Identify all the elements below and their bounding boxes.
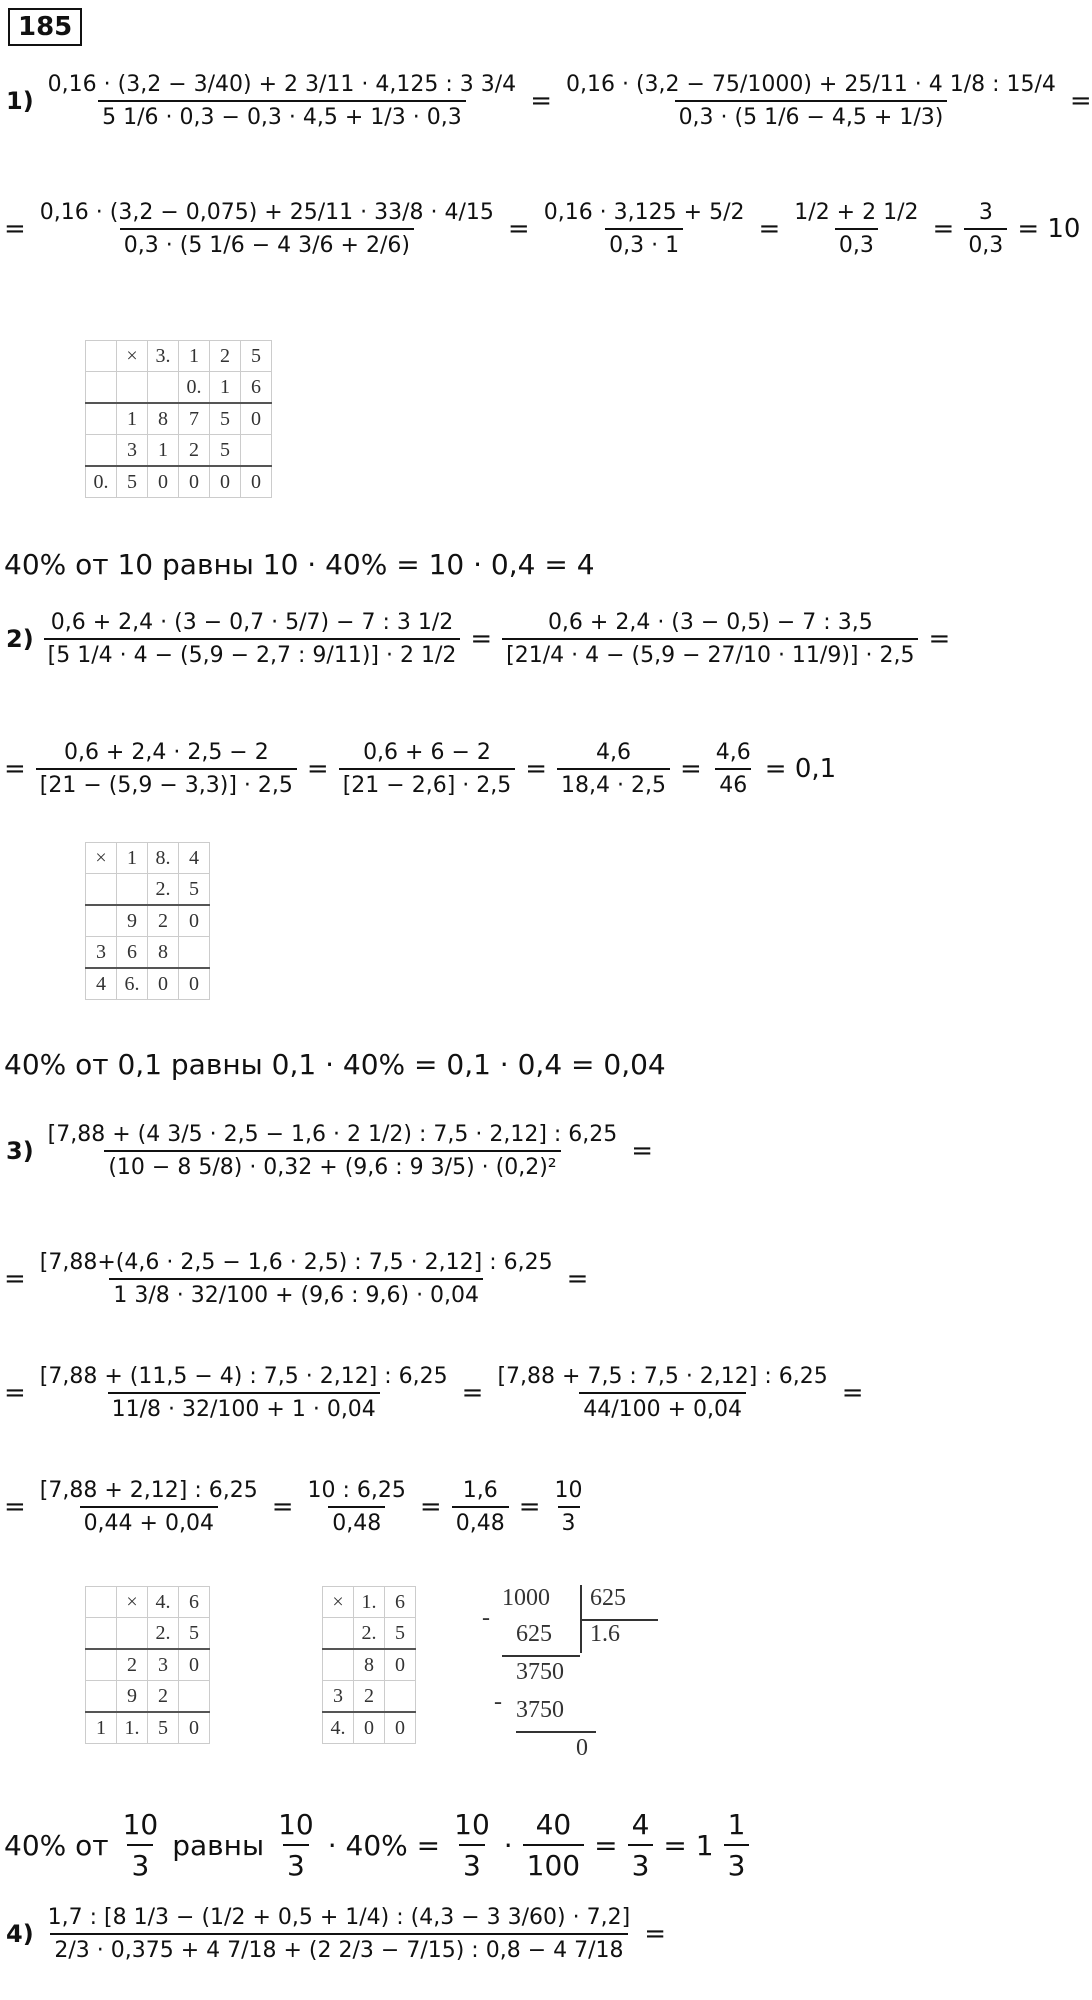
denominator: (10 − 8 5/8) · 0,32 + (9,6 : 9 3/5) · (0,2)² [104,1150,560,1180]
table-row [86,372,272,404]
problem-3-line-4 [4,1478,587,1536]
table-cell: × [117,1587,148,1618]
fraction [36,740,297,798]
numerator: 0,6 + 2,4 · (3 − 0,7 · 5/7) − 7 : 3 1/2 [50,610,454,635]
table-row [323,1681,416,1713]
table-row [86,435,272,467]
table-cell: 6 [179,1587,210,1618]
equals-sign: = [566,1264,589,1294]
fraction [540,200,749,258]
table-cell: 4. [148,1587,179,1618]
table-row [86,843,210,874]
denominator: 0,3 · (5 1/6 − 4 3/6 + 2/6) [120,228,414,258]
equals-sign: = [932,214,955,244]
fraction [44,1122,622,1180]
table-cell: 6 [241,372,272,404]
problem-3-line-2 [4,1250,588,1308]
equals-sign: = [4,1264,26,1294]
table-cell: 9 [117,905,148,937]
table-cell [323,1649,354,1681]
equals-sign: = [271,1492,294,1522]
denominator: 3 [628,1844,654,1882]
denominator: 100 [523,1844,584,1882]
equals-sign: = [4,1492,26,1522]
subtraction-rule [502,1655,580,1657]
table-row [86,874,210,906]
fraction [562,72,1060,130]
numerator: 10 [454,1808,490,1841]
fraction [628,1808,654,1882]
equals-sign: = [1069,86,1092,116]
fraction [450,1808,494,1882]
denominator: 3 [283,1844,309,1882]
fraction [36,1250,557,1308]
table-cell [117,874,148,906]
table-cell: 1. [117,1712,148,1744]
fraction [523,1808,584,1882]
table-cell [86,372,117,404]
multiplication-table [85,340,272,498]
table-cell: 0 [179,466,210,498]
denominator: [5 1/4 · 4 − (5,9 − 2,7 : 9/11)] · 2 1/2 [44,638,461,668]
denominator: 0,3 · 1 [605,228,683,258]
table-cell [117,1618,148,1650]
remainder: 3750 [516,1659,564,1685]
table-cell: 3 [323,1681,354,1713]
text: · 40% = [327,1828,441,1862]
problem-2-line-1 [6,610,950,668]
equals-sign: = [631,1136,654,1166]
fraction [964,200,1007,258]
numerator: [7,88 + 2,12] : 6,25 [39,1478,258,1503]
table-cell: 0 [354,1712,385,1744]
table-cell: 3 [148,1649,179,1681]
subtrahend: 3750 [516,1697,564,1723]
numerator: [7,88 + 7,5 : 7,5 · 2,12] : 6,25 [497,1364,828,1389]
numerator: 40 [535,1808,572,1841]
table-cell: 5 [179,874,210,906]
table-row [86,1681,210,1713]
problem-1-line-1 [6,72,1092,130]
equals-sign: = [680,754,702,784]
table-cell: 5 [210,403,241,435]
numerator: 0,16 · (3,2 − 3/40) + 2 3/11 · 4,125 : 3 3/4 [47,72,517,97]
table-row [86,1712,210,1744]
denominator: 3 [558,1506,580,1536]
table-cell [86,1681,117,1713]
denominator: 0,3 · (5 1/6 − 4,5 + 1/3) [675,100,948,130]
table-cell [179,937,210,969]
minus-sign: - [494,1689,502,1715]
equals-sign: = [470,624,493,654]
table-row [86,1618,210,1650]
problem-label: 3) [6,1137,34,1165]
table-cell: 2 [354,1681,385,1713]
denominator: 5 1/6 · 0,3 − 0,3 · 4,5 + 1/3 · 0,3 [98,100,466,130]
table-cell: 6 [385,1587,416,1618]
fraction [551,1478,587,1536]
denominator: 3 [724,1844,750,1882]
table-cell: × [323,1587,354,1618]
denominator: 0,48 [452,1506,509,1536]
table-cell: 0. [86,466,117,498]
multiplication-table [85,842,210,1000]
denominator: [21/4 · 4 − (5,9 − 27/10 · 11/9)] · 2,5 [502,638,918,668]
equals-sign: = [4,754,26,784]
subtraction-rule [516,1731,596,1733]
table-cell [385,1681,416,1713]
table-cell: 3. [148,341,179,372]
table-cell: 1 [117,843,148,874]
numerator: 10 : 6,25 [307,1478,406,1503]
denominator: 0,48 [328,1506,385,1536]
problem-3-line-3 [4,1364,864,1422]
table-cell: 6. [117,968,148,1000]
table-cell: 9 [117,1681,148,1713]
text: 40% от [4,1828,109,1862]
table-cell: 0 [179,905,210,937]
denominator: 18,4 · 2,5 [557,768,670,798]
numerator: 1,6 [462,1478,498,1503]
numerator: [7,88 + (4 3/5 · 2,5 − 1,6 · 2 1/2) : 7,5 · 2,12] : 6,25 [47,1122,618,1147]
table-cell: 8 [148,403,179,435]
table-cell: 6 [117,937,148,969]
table-cell [86,403,117,435]
fraction [44,1905,635,1963]
problem-4-line-1 [6,1905,666,1963]
problem-label: 1) [6,87,34,115]
table-cell [117,372,148,404]
table-cell: 4. [323,1712,354,1744]
equals-sign: = [419,1492,442,1522]
table-row [86,403,272,435]
denominator: [21 − (5,9 − 3,3)] · 2,5 [36,768,297,798]
table-row [86,905,210,937]
problem-label: 4) [6,1920,34,1948]
text: = 1 [663,1828,714,1862]
table-row [86,466,272,498]
table-cell: 1 [179,341,210,372]
table-cell: 3 [86,937,117,969]
table-cell: 5 [179,1618,210,1650]
denominator: 0,44 + 0,04 [80,1506,218,1536]
table-row [323,1712,416,1744]
problem-1-line-2 [4,200,1080,258]
text: · [503,1828,513,1862]
table-row [323,1649,416,1681]
table-cell: 1 [148,435,179,467]
fraction [452,1478,509,1536]
numerator: 4 [631,1808,650,1841]
table-cell: 5 [210,435,241,467]
fraction [339,740,516,798]
table-cell: 2. [354,1618,385,1650]
fraction [44,610,461,668]
long-division [480,1585,660,1785]
numerator: 1,7 : [8 1/3 − (1/2 + 0,5 + 1/4) : (4,3 − 3 3/60) · 7,2] [47,1905,631,1930]
denominator: 11/8 · 32/100 + 1 · 0,04 [108,1392,380,1422]
denominator: [21 − 2,6] · 2,5 [339,768,516,798]
table-cell: 0 [241,466,272,498]
fraction [724,1808,750,1882]
divisor: 625 [590,1585,626,1611]
fraction [36,1478,262,1536]
multiplication-table [322,1586,416,1744]
fraction [790,200,922,258]
equals-sign: = [306,754,329,784]
table-cell: 2 [148,905,179,937]
table-cell: 1. [354,1587,385,1618]
denominator: 3 [127,1844,153,1882]
table-cell: 2 [179,435,210,467]
table-cell: 2 [117,1649,148,1681]
numerator: 1/2 + 2 1/2 [794,200,919,225]
table-cell: 0. [179,372,210,404]
table-cell [86,1587,117,1618]
equals-sign: = [841,1378,864,1408]
equals-sign: = [4,214,26,244]
table-cell [86,874,117,906]
equals-sign: = [507,214,530,244]
dividend: 1000 [502,1585,550,1611]
denominator: 2/3 · 0,375 + 4 7/18 + (2 2/3 − 7/15) : 0,8 − 4 7/18 [50,1933,627,1963]
table-cell: 0 [210,466,241,498]
table-cell: 0 [179,1712,210,1744]
table-row [86,937,210,969]
result: = 0,1 [764,754,837,784]
table-cell [86,435,117,467]
table-cell: 5 [241,341,272,372]
equals-sign: = [758,214,781,244]
numerator: 4,6 [715,740,751,765]
numerator: 10 [554,1478,583,1503]
fraction [557,740,670,798]
numerator: [7,88+(4,6 · 2,5 − 1,6 · 2,5) : 7,5 · 2,12] : 6,25 [39,1250,553,1275]
equals-sign: = [530,86,552,116]
fraction [502,610,918,668]
fraction [304,1478,410,1536]
numerator: 0,16 · 3,125 + 5/2 [543,200,745,225]
table-cell: 8 [354,1649,385,1681]
table-cell: 0 [241,403,272,435]
subtrahend: 625 [516,1621,552,1647]
equals-sign: = [644,1919,666,1949]
quotient: 1.6 [590,1621,620,1647]
exercise-number: 185 [8,8,82,46]
table-row [86,341,272,372]
fraction [493,1364,831,1422]
table-cell: 1 [117,403,148,435]
equals-sign: = [525,754,548,784]
denominator: 46 [715,768,751,798]
numerator: 4,6 [596,740,632,765]
table-cell: 0 [385,1649,416,1681]
problem-3-line-1 [6,1122,653,1180]
table-cell: 0 [385,1712,416,1744]
table-cell: 0 [179,1649,210,1681]
table-row [86,1649,210,1681]
numerator: 0,16 · (3,2 − 0,075) + 25/11 · 33/8 · 4/15 [39,200,494,225]
table-cell: 4 [179,843,210,874]
table-cell: 5 [385,1618,416,1650]
numerator: 0,6 + 6 − 2 [363,740,491,765]
table-cell: 5 [117,466,148,498]
table-cell: 2 [148,1681,179,1713]
table-cell: 2. [148,1618,179,1650]
table-cell: 7 [179,403,210,435]
fraction [36,1364,452,1422]
fraction [44,72,521,130]
table-cell: 0 [148,466,179,498]
numerator: 1 [727,1808,746,1841]
numerator: 0,6 + 2,4 · 2,5 − 2 [63,740,269,765]
table-row [86,968,210,1000]
table-cell [86,341,117,372]
text: = [594,1828,618,1862]
table-cell [323,1618,354,1650]
table-row [323,1587,416,1618]
table-cell [86,905,117,937]
table-cell [179,1681,210,1713]
percent-line-1: 40% от 10 равны 10 · 40% = 10 · 0,4 = 4 [4,548,595,581]
table-cell: 0 [148,968,179,1000]
problem-2-line-2 [4,740,836,798]
table-cell [86,1618,117,1650]
table-cell: 0 [179,968,210,1000]
denominator: 0,3 [964,228,1007,258]
result: = 10 [1017,214,1081,244]
table-row [86,1587,210,1618]
table-cell: 8. [148,843,179,874]
percent-line-2: 40% от 0,1 равны 0,1 · 40% = 0,1 · 0,4 = 0,04 [4,1048,666,1081]
equals-sign: = [928,624,951,654]
table-cell: 2. [148,874,179,906]
table-cell [148,372,179,404]
numerator: 0,6 + 2,4 · (3 − 0,5) − 7 : 3,5 [547,610,873,635]
minus-sign: - [482,1605,490,1631]
fraction [274,1808,318,1882]
table-cell: 2 [210,341,241,372]
numerator: [7,88 + (11,5 − 4) : 7,5 · 2,12] : 6,25 [39,1364,448,1389]
fraction [36,200,498,258]
table-cell: × [117,341,148,372]
denominator: 1 3/8 · 32/100 + (9,6 : 9,6) · 0,04 [109,1278,483,1308]
fraction [712,740,755,798]
equals-sign: = [461,1378,484,1408]
table-cell: 4 [86,968,117,1000]
text: равны [172,1828,265,1862]
table-cell: 1 [210,372,241,404]
denominator: 0,3 [835,228,878,258]
denominator: 44/100 + 0,04 [579,1392,746,1422]
table-cell [86,1649,117,1681]
remainder: 0 [576,1735,588,1761]
table-cell: 1 [86,1712,117,1744]
fraction [119,1808,163,1882]
numerator: 10 [278,1808,314,1841]
equals-sign: = [4,1378,26,1408]
table-cell [241,435,272,467]
table-cell: 3 [117,435,148,467]
table-cell: × [86,843,117,874]
multiplication-table [85,1586,210,1744]
table-row [323,1618,416,1650]
denominator: 3 [459,1844,485,1882]
table-cell: 5 [148,1712,179,1744]
percent-line-3 [4,1808,749,1882]
table-cell: 8 [148,937,179,969]
numerator: 10 [122,1808,159,1841]
problem-label: 2) [6,625,34,653]
numerator: 0,16 · (3,2 − 75/1000) + 25/11 · 4 1/8 : 15/4 [565,72,1056,97]
equals-sign: = [518,1492,541,1522]
numerator: 3 [978,200,993,225]
